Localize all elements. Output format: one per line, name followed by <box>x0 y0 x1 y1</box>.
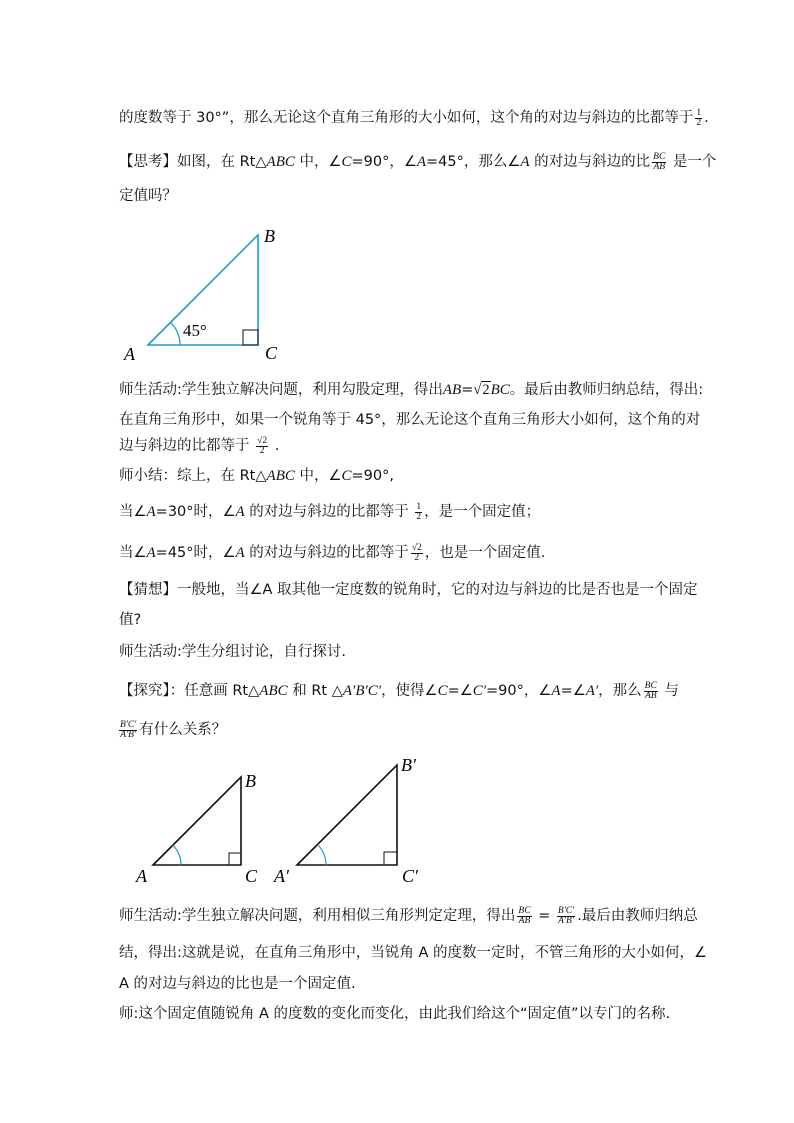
label-c: C <box>245 866 258 886</box>
text-line-11: 值? <box>119 612 142 628</box>
text-line-activity-1: 师生活动:学生独立解决问题，利用勾股定理，得出AB=√2BC。最后由教师归纳总结，得出: <box>119 382 704 398</box>
fraction-one-half: $\frac{1}{2}$ <box>696 107 702 128</box>
text-line-activity-2: 师生活动:学生独立解决问题，利用相似三角形判定定理，得出 $\frac{BC}{AB}$ = $\frac{B'C'}{A'B'}$ .最后由教师归纳总 <box>119 905 698 926</box>
text-line-think: 【思考】如图，在 Rt△ABC 中，∠C=90°，∠A=45°，那么∠A 的对边与斜边的比 $\frac{BC}{AB}$ 是一个 <box>119 151 717 172</box>
fraction-bc-ab-prime: $\frac{B'C'}{A'B'}$ <box>120 719 137 740</box>
text-line-teacher: 师:这个固定值随锐角 A 的度数的变化而变化，由此我们给这个“固定值”以专门的名称. <box>119 1006 671 1022</box>
text-line-discuss: 师生活动:学生分组讨论，自行探讨. <box>119 644 346 660</box>
fraction-bc-ab-2: $\frac{BC}{AB}$ <box>644 680 657 701</box>
triangle-abc <box>153 777 241 865</box>
text-line-5: 在直角三角形中，如果一个锐角等于 45°，那么无论这个直角三角形大小如何，这个角的对 <box>119 412 701 428</box>
label-c-prime: C′ <box>402 866 418 886</box>
text-line-17: A 的对边与斜边的比也是一个固定值. <box>119 976 356 992</box>
fraction-bc-ab: $\frac{BC}{AB}$ <box>653 151 666 172</box>
fraction-bc-ab-3: $\frac{BC}{AB}$ <box>518 905 531 926</box>
text-line-14: $\frac{B'C'}{A'B'}$ 有什么关系？ <box>120 719 227 740</box>
angle-label-45: 45° <box>183 321 207 340</box>
triangle-abc-prime <box>297 765 397 865</box>
label-b-prime: B′ <box>401 755 416 775</box>
angle-arc-a <box>173 845 181 865</box>
label-b: B <box>245 771 256 791</box>
label-a: A <box>136 866 147 886</box>
right-angle-mark-abc <box>229 853 241 865</box>
text-line-45deg: 当∠A=45°时，∠A 的对边与斜边的比都等于 $\frac{√2}{2}$ ，也是一个固定值. <box>119 542 546 563</box>
fraction-root2-over-2-b: $\frac{√2}{2}$ <box>411 542 422 563</box>
text-line-summary: 师小结：综上，在 Rt△ABC 中，∠C=90°, <box>119 468 394 484</box>
right-angle-mark-abc-prime <box>384 852 397 865</box>
vertex-label-b: B <box>264 226 275 246</box>
label-a-prime: A′ <box>274 866 289 886</box>
vertex-label-a: A <box>124 344 135 364</box>
fraction-one-half-2: $\frac{1}{2}$ <box>416 501 422 522</box>
vertex-label-c: C <box>265 343 278 363</box>
text-line-16: 结，得出:这就是说，在直角三角形中，当锐角 A 的度数一定时，不管三角形的大小如何，∠ <box>119 945 708 961</box>
angle-arc-a-prime <box>318 845 327 866</box>
fraction-bc-ab-prime-2: $\frac{B'C'}{A'B'}$ <box>557 905 575 926</box>
text-line-guess: 【猜想】一般地，当∠A 取其他一定度数的锐角时，它的对边与斜边的比是否也是一个固定 <box>119 582 698 598</box>
text-line-3: 定值吗？ <box>119 188 177 204</box>
text-line-1: 的度数等于 30°”，那么无论这个直角三角形的大小如何，这个角的对边与斜边的比都等于 $\frac{1}{2}$ . <box>119 107 709 128</box>
text-line-explore: 【探究】：任意画 Rt△ABC 和 Rt △A′B′C′，使得∠C=∠C′=90°，∠A=∠A′，那么 $\frac{BC}{AB}$ 与 <box>119 680 679 701</box>
text-line-30deg: 当∠A=30°时，∠A 的对边与斜边的比都等于 $\frac{1}{2}$ ，是一个固定值； <box>119 501 541 522</box>
text-line-6: 边与斜边的比都等于 $\frac{√2}{2}$ . <box>119 435 280 456</box>
fraction-root2-over-2: $\frac{√2}{2}$ <box>257 435 268 456</box>
